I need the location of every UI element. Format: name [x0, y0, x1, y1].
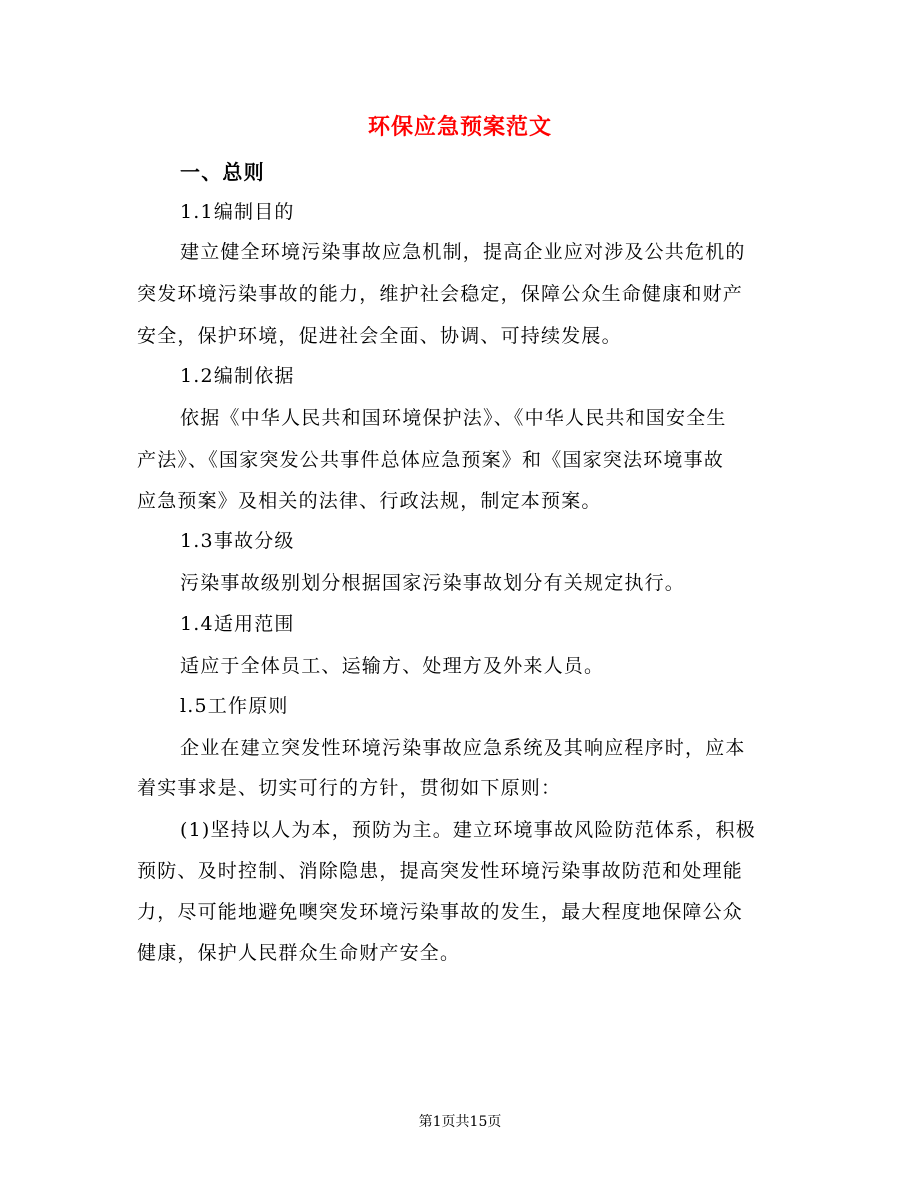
- subsection-heading-basis: 1.2编制依据: [180, 365, 295, 387]
- paragraph-line: 建立健全环境污染事故应急机制，提高企业应对涉及公共危机的: [180, 241, 746, 263]
- paragraph-line: 适应于全体员工、运输方、处理方及外来人员。: [180, 655, 605, 677]
- subsection-heading-scope: 1.4适用范围: [180, 613, 295, 635]
- paragraph-line: 着实事求是、切实可行的方针，贯彻如下原则：: [137, 777, 562, 799]
- paragraph-line: 突发环境污染事故的能力，维护社会稳定，保障公众生命健康和财产: [137, 283, 744, 305]
- subsection-heading-purpose: 1.1编制目的: [180, 201, 295, 223]
- paragraph-line: 企业在建立突发性环境污染事故应急系统及其响应程序时，应本: [180, 737, 746, 759]
- list-item-line: 预防、及时控制、消除隐患，提高突发性环境污染事故防范和处理能: [137, 860, 744, 882]
- list-item-line: 力，尽可能地避免噢突发环境污染事故的发生，最大程度地保障公众: [137, 901, 744, 923]
- page-number-footer: 第1页共15页: [418, 1114, 502, 1130]
- list-item-line: (1)坚持以人为本，预防为主。建立环境事故风险防范体系，积极: [180, 819, 756, 841]
- paragraph-line: 安全，保护环境，促进社会全面、协调、可持续发展。: [137, 325, 622, 347]
- document-title: 环保应急预案范文: [367, 114, 552, 140]
- paragraph-line: 依据《中华人民共和国环境保护法》、《中华人民共和国安全生: [180, 407, 727, 429]
- paragraph-line: 应急预案》及相关的法律、行政法规，制定本预案。: [137, 490, 602, 512]
- list-item-line: 健康，保护人民群众生命财产安全。: [137, 942, 461, 964]
- subsection-heading-classification: 1.3事故分级: [180, 530, 295, 552]
- paragraph-line: 污染事故级别划分根据国家污染事故划分有关规定执行。: [180, 572, 686, 594]
- section-heading-general: 一、总则: [180, 160, 265, 184]
- subsection-heading-principles: l.5工作原则: [180, 695, 289, 717]
- paragraph-line: 产法》、《国家突发公共事件总体应急预案》和《国家突法环境事故: [137, 449, 725, 471]
